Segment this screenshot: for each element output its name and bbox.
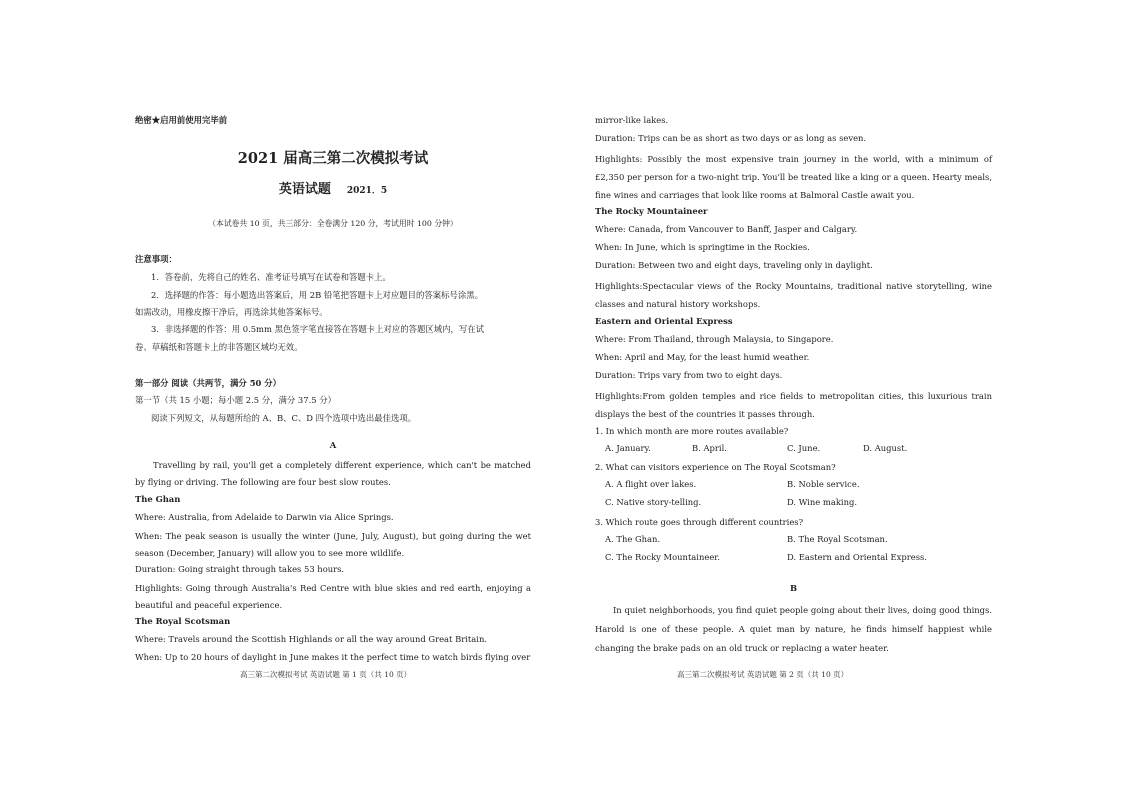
q1-option-a: A. January. — [605, 443, 651, 453]
scotsman-duration: Duration: Trips can be as short as two days or as long as seven. — [595, 133, 867, 143]
part-one-heading: 第一部分 阅读（共两节，满分 50 分） — [135, 378, 282, 388]
exam-date: 2021．5 — [346, 186, 388, 196]
note-3-cont: 卷、草稿纸和答题卡上的非答题区域均无效。 — [135, 342, 303, 352]
scotsman-where: Where: Travels around the Scottish Highlands or all the way around Great Britain. — [135, 634, 487, 644]
section-one-heading: 第一节（共 15 小题；每小题 2.5 分，满分 37.5 分） — [135, 395, 336, 405]
q3-option-c: C. The Rocky Mountaineer. — [605, 552, 721, 562]
eastern-heading: Eastern and Oriental Express — [595, 316, 733, 326]
q2-option-d: D. Wine making. — [787, 497, 857, 507]
ghan-heading: The Ghan — [135, 494, 181, 504]
eastern-duration: Duration: Trips vary from two to eight days. — [595, 370, 783, 380]
rocky-when: When: In June, which is springtime in the Rockies. — [595, 242, 810, 252]
ghan-highlights: Highlights: Going through Australia's Red Centre with blue skies and red earth, enjoying a beautiful and peaceful experience. — [135, 583, 531, 610]
passage-b-text: In quiet neighborhoods, you find quiet people going about their lives, doing good things. Harold is one of these people. A quiet man by nature, he finds himself happiest while changing the brake pads on an old truck or replacing a water heater. — [595, 605, 992, 653]
exam-meta: （本试卷共 10 页，共三部分：全卷满分 120 分，考试用时 100 分钟） — [208, 219, 458, 228]
question-1-stem: 1. In which month are more routes available? — [595, 426, 789, 436]
subject: 英语试题 — [278, 182, 331, 197]
reading-instruction: 阅读下列短文，从每题所给的 A、B、C、D 四个选项中选出最佳选项。 — [151, 413, 417, 423]
ghan-duration: Duration: Going straight through takes 53 hours. — [135, 564, 345, 574]
right-page — [595, 0, 992, 794]
scotsman-when: When: Up to 20 hours of daylight in June makes it the perfect time to watch birds flying over — [135, 652, 531, 662]
note-3: 3．非选择题的作答：用 0.5mm 黑色签字笔直接答在答题卡上对应的答题区域内，写在试 — [151, 324, 484, 334]
q1-option-d: D. August. — [863, 443, 908, 453]
eastern-where: Where: From Thailand, through Malaysia, to Singapore. — [595, 334, 834, 344]
secret-label: 绝密★启用前使用完毕前 — [135, 115, 228, 125]
note-2: 2．选择题的作答：每小题选出答案后，用 2B 铅笔把答题卡上对应题目的答案标号涂黑。 — [151, 290, 484, 300]
note-1: 1．答卷前，先将自己的姓名、准考证号填写在试卷和答题卡上。 — [151, 272, 391, 282]
q3-option-b: B. The Royal Scotsman. — [787, 534, 888, 544]
scotsman-heading: The Royal Scotsman — [135, 616, 231, 626]
passage-a-intro: Travelling by rail, you'll get a completely different experience, which can't be matched by flying or driving. The following are four best slow routes. — [135, 460, 531, 487]
question-3-stem: 3. Which route goes through different countries? — [595, 517, 804, 527]
rocky-duration: Duration: Between two and eight days, traveling only in daylight. — [595, 260, 873, 270]
rocky-heading: The Rocky Mountaineer — [595, 206, 708, 216]
exam-subject-line — [135, 178, 531, 197]
scotsman-highlights: Highlights: Possibly the most expensive train journey in the world, with a minimum of £2,350 per person for a two-night trip. You'll be treated like a king or a queen. Hearty meals, fine wines and carriages that look like rooms at Balmoral Castle await you. — [595, 154, 992, 200]
left-page — [135, 0, 531, 794]
rocky-highlights: Highlights:Spectacular views of the Rocky Mountains, traditional native storytelling, wine classes and natural history workshops. — [595, 281, 992, 309]
scotsman-when-cont: mirror-like lakes. — [595, 115, 669, 125]
q3-option-a: A. The Ghan. — [605, 534, 661, 544]
ghan-where: Where: Australia, from Adelaide to Darwin via Alice Springs. — [135, 512, 394, 522]
right-footer: 高三第二次模拟考试 英语试题 第 2 页（共 10 页） — [677, 670, 849, 679]
q2-option-b: B. Noble service. — [787, 479, 860, 489]
ghan-when: When: The peak season is usually the winter (June, July, August), but going during the wet season (December, January) will allow you to see more wildlife. — [135, 531, 531, 558]
q2-option-a: A. A flight over lakes. — [605, 479, 697, 489]
question-2-stem: 2. What can visitors experience on The Royal Scotsman? — [595, 462, 836, 472]
q1-option-b: B. April. — [692, 443, 727, 453]
left-footer: 高三第二次模拟考试 英语试题 第 1 页（共 10 页） — [240, 670, 412, 679]
q3-option-d: D. Eastern and Oriental Express. — [787, 552, 927, 562]
passage-b-label: B — [789, 583, 798, 593]
exam-title: 2021 届高三第二次模拟考试 — [237, 150, 429, 167]
notes-heading: 注意事项： — [135, 254, 177, 264]
q1-option-c: C. June. — [787, 443, 821, 453]
eastern-when: When: April and May, for the least humid weather. — [595, 352, 810, 362]
passage-a-label: A — [329, 440, 337, 450]
note-2-cont: 如需改动，用橡皮擦干净后，再选涂其他答案标号。 — [135, 307, 328, 317]
eastern-highlights: Highlights:From golden temples and rice fields to metropolitan cities, this luxurious train displays the best of the countries it passes through. — [595, 391, 992, 419]
rocky-where: Where: Canada, from Vancouver to Banff, Jasper and Calgary. — [595, 224, 858, 234]
q2-option-c: C. Native story-telling. — [605, 497, 702, 507]
